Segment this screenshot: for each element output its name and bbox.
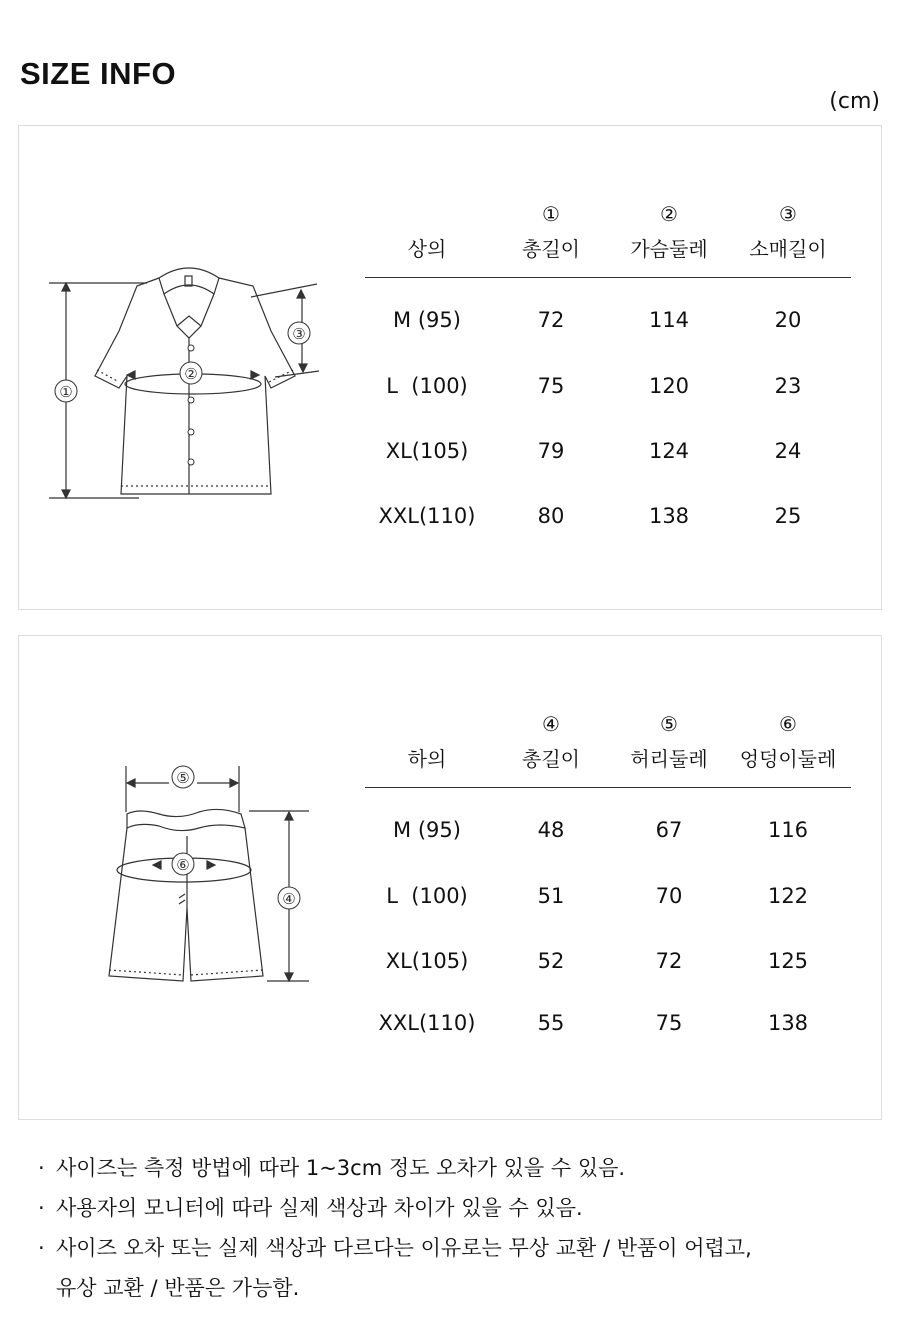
note-text: 사이즈 오차 또는 실제 색상과 다르다는 이유로는 무상 교환 / 반품이 어렵고, bbox=[56, 1236, 752, 1260]
shirt-illustration bbox=[19, 126, 364, 611]
table-cell: 55 bbox=[537, 1011, 565, 1035]
note-line-continuation: 유상 교환 / 반품은 가능함. bbox=[56, 1276, 300, 1300]
size-label: XL(105) bbox=[385, 439, 469, 463]
unit-label: (cm) bbox=[829, 89, 880, 114]
col-6-number: ⑥ bbox=[779, 712, 797, 736]
page-title: SIZE INFO bbox=[20, 56, 177, 91]
note-line bbox=[38, 1188, 752, 1228]
note-line bbox=[38, 1228, 752, 1268]
col-4-label: 총길이 bbox=[522, 747, 580, 771]
table-cell: 138 bbox=[648, 504, 690, 528]
shirt-marker-2: ② bbox=[184, 365, 198, 383]
table-cell: 125 bbox=[767, 949, 809, 973]
size-label: M (95) bbox=[393, 308, 461, 332]
bullet-icon: · bbox=[38, 1196, 45, 1220]
col-6-label: 엉덩이둘레 bbox=[739, 747, 837, 771]
top-size-table bbox=[365, 126, 851, 611]
table-cell: 79 bbox=[537, 439, 565, 463]
table-cell: 120 bbox=[648, 374, 690, 398]
bottom-size-table bbox=[365, 636, 851, 1121]
note-text: 사이즈는 측정 방법에 따라 1~3cm 정도 오차가 있을 수 있음. bbox=[56, 1156, 626, 1180]
table-cell: 52 bbox=[537, 949, 565, 973]
table-cell: 138 bbox=[767, 1011, 809, 1035]
col-1-label: 총길이 bbox=[522, 237, 580, 261]
size-label: M (95) bbox=[393, 818, 461, 842]
table-cell: 116 bbox=[767, 818, 809, 842]
bottom-size-panel bbox=[18, 635, 882, 1120]
category-label: 하의 bbox=[407, 747, 447, 771]
table-cell: 20 bbox=[774, 308, 802, 332]
col-2-label: 가슴둘레 bbox=[630, 237, 708, 261]
table-cell: 75 bbox=[655, 1011, 683, 1035]
category-label: 상의 bbox=[407, 237, 447, 261]
table-cell: 114 bbox=[648, 308, 690, 332]
col-5-label: 허리둘레 bbox=[630, 747, 708, 771]
size-label: XXL(110) bbox=[378, 1011, 476, 1035]
size-label: XXL(110) bbox=[378, 504, 476, 528]
table-cell: 51 bbox=[537, 884, 565, 908]
table-cell: 23 bbox=[774, 374, 802, 398]
col-4-number: ④ bbox=[542, 712, 560, 736]
header-divider bbox=[365, 787, 851, 788]
top-size-panel bbox=[18, 125, 882, 610]
col-1-number: ① bbox=[542, 202, 560, 226]
table-cell: 80 bbox=[537, 504, 565, 528]
shirt-marker-1: ① bbox=[59, 383, 73, 401]
table-cell: 72 bbox=[655, 949, 683, 973]
col-3-label: 소매길이 bbox=[749, 237, 827, 261]
table-cell: 67 bbox=[655, 818, 683, 842]
col-3-number: ③ bbox=[779, 202, 797, 226]
table-cell: 24 bbox=[774, 439, 802, 463]
shirt-marker-3: ③ bbox=[292, 325, 306, 343]
size-label: L (100) bbox=[386, 374, 468, 398]
size-label: L (100) bbox=[386, 884, 468, 908]
col-2-number: ② bbox=[660, 202, 678, 226]
note-line bbox=[38, 1148, 752, 1188]
pants-marker-4: ④ bbox=[282, 890, 296, 908]
table-cell: 75 bbox=[537, 374, 565, 398]
table-cell: 124 bbox=[648, 439, 690, 463]
note-text: 사용자의 모니터에 따라 실제 색상과 차이가 있을 수 있음. bbox=[56, 1196, 583, 1220]
table-cell: 72 bbox=[537, 308, 565, 332]
table-cell: 70 bbox=[655, 884, 683, 908]
table-cell: 48 bbox=[537, 818, 565, 842]
bullet-icon: · bbox=[38, 1236, 45, 1260]
table-cell: 25 bbox=[774, 504, 802, 528]
pants-illustration bbox=[19, 636, 364, 1121]
col-5-number: ⑤ bbox=[660, 712, 678, 736]
size-notes bbox=[38, 1148, 752, 1308]
bullet-icon: · bbox=[38, 1156, 45, 1180]
pants-marker-5: ⑤ bbox=[176, 769, 190, 787]
size-label: XL(105) bbox=[385, 949, 469, 973]
header-divider bbox=[365, 277, 851, 278]
table-cell: 122 bbox=[767, 884, 809, 908]
pants-marker-6: ⑥ bbox=[176, 856, 190, 874]
